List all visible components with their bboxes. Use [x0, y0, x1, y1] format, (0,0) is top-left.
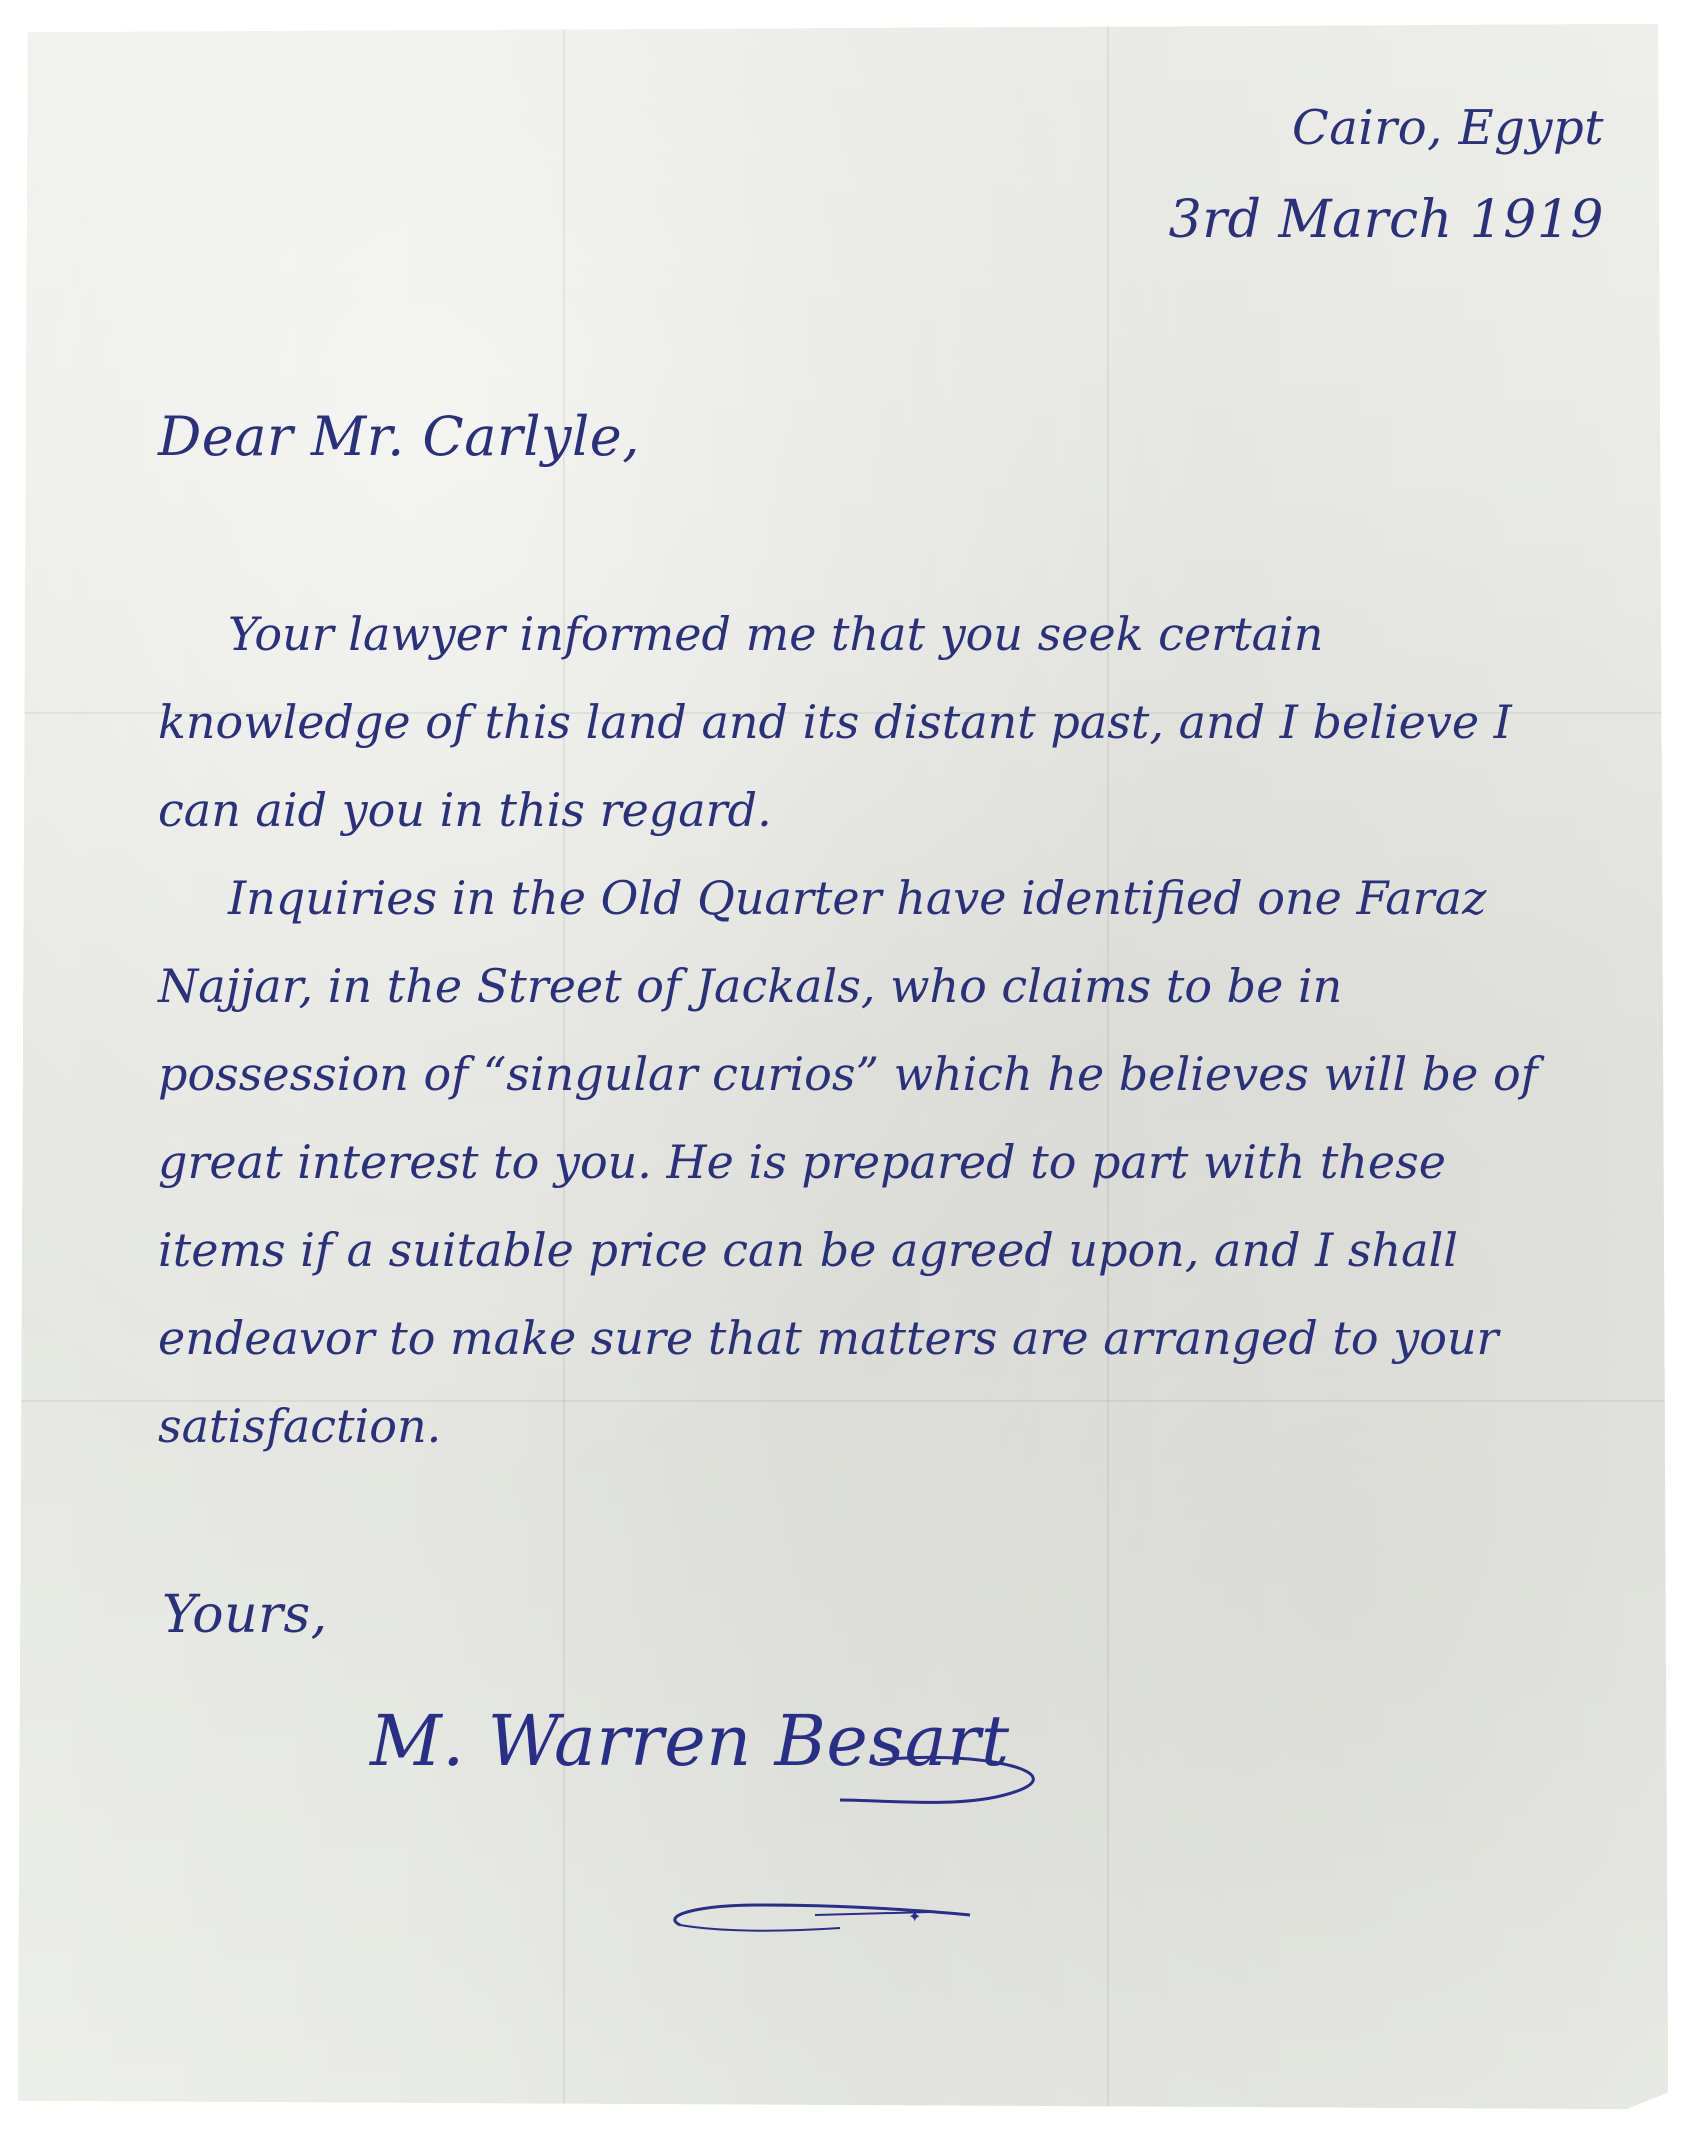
letter-body: [158, 590, 1548, 1470]
letter-paragraph: Inquiries in the Old Quarter have identified one Faraz Najjar, in the Street of Jackals, who claims to be in possession of “singular curios” which he believes will be of great interest to you. He is prepared to part with these items if a suitable price can be agreed upon, and I shall endeavor to make sure that matters are arranged to your satisfaction.: [158, 871, 1538, 1453]
signature-flourish: [640, 1700, 1060, 1960]
letter-place: Cairo, Egypt: [1292, 100, 1604, 156]
letter-closing: Yours,: [162, 1585, 328, 1645]
signature: M. Warren Besart: [370, 1700, 1010, 1782]
letter-date: 3rd March 1919: [1168, 190, 1604, 250]
letter-salutation: Dear Mr. Carlyle,: [158, 405, 640, 468]
letter-paragraph: Your lawyer informed me that you seek certain knowledge of this land and its distant past, and I believe I can aid you in this regard.: [158, 607, 1512, 837]
svg-text:✦: ✦: [908, 1907, 922, 1926]
